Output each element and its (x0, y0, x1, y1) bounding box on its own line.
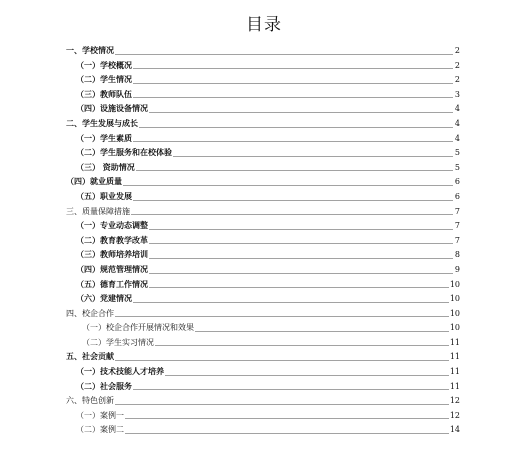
dot-leader (136, 170, 453, 171)
dot-leader (115, 316, 449, 317)
toc-entry-page-number: 12 (449, 396, 460, 406)
toc-entry-label: （一）校企合作开展情况和效果 (82, 323, 194, 333)
toc-entry[interactable] (66, 350, 460, 365)
dot-leader (133, 141, 453, 142)
dot-leader (125, 418, 449, 419)
dot-leader (133, 389, 449, 390)
toc-entry[interactable] (66, 59, 460, 74)
toc-entry-page-number: 5 (454, 148, 460, 158)
toc-entry-label: （一）案例一 (76, 410, 124, 420)
toc-entry[interactable] (66, 409, 460, 424)
toc-entry[interactable] (66, 146, 460, 161)
toc-entry-page-number: 11 (449, 352, 460, 362)
page-title: 目录 (246, 15, 282, 35)
toc-entry-label: 五、社会贡献 (66, 352, 114, 362)
toc-entry-page-number: 2 (454, 46, 460, 55)
toc-entry-label: （一）学生素质 (76, 133, 132, 143)
toc-entry-page-number: 11 (449, 337, 460, 347)
toc-entry-page-number: 10 (449, 323, 460, 333)
toc-entry-page-number: 6 (454, 177, 460, 187)
toc-entry-page-number: 3 (454, 89, 460, 99)
toc-entry-label: 一、学校情况 (66, 46, 114, 55)
toc-entry-page-number: 7 (454, 235, 460, 245)
dot-leader (115, 404, 449, 405)
toc-entry[interactable] (66, 205, 460, 220)
toc-entry[interactable] (66, 190, 460, 205)
toc-entry-label: （四）就业质量 (66, 177, 122, 187)
dot-leader (131, 214, 453, 215)
toc-entry-label: 四、校企合作 (66, 308, 114, 318)
toc-entry-label: （二）学生实习情况 (82, 337, 154, 347)
toc-entry[interactable] (66, 365, 460, 380)
dot-leader (133, 97, 453, 98)
toc-entry[interactable] (66, 394, 460, 409)
toc-entry-page-number: 7 (454, 221, 460, 231)
toc-entry[interactable] (66, 117, 460, 132)
dot-leader (149, 112, 453, 113)
toc-entry-label: （二）学生情况 (76, 75, 132, 85)
toc-entry[interactable] (66, 161, 460, 176)
toc-entry-label: （四）规范管理情况 (76, 264, 148, 274)
toc-entry[interactable] (66, 380, 460, 395)
dot-leader (133, 200, 453, 201)
toc-entry-label: （二）学生服务和在校体验 (76, 148, 172, 158)
toc-entry[interactable] (66, 263, 460, 278)
toc-entry-page-number: 2 (454, 60, 460, 70)
toc-entry-page-number: 9 (454, 264, 460, 274)
table-of-contents (66, 44, 460, 438)
toc-entry-label: （五）德育工作情况 (76, 279, 148, 289)
toc-entry-page-number: 14 (449, 425, 460, 435)
toc-entry-page-number: 5 (454, 162, 460, 172)
toc-entry-page-number: 7 (454, 206, 460, 216)
toc-entry-label: （四）设施设备情况 (76, 104, 148, 114)
toc-entry[interactable] (66, 278, 460, 293)
toc-entry-page-number: 6 (454, 191, 460, 201)
toc-entry[interactable] (66, 292, 460, 307)
toc-entry-label: （六）党建情况 (76, 294, 132, 304)
dot-leader (149, 287, 449, 288)
toc-entry[interactable] (66, 73, 460, 88)
toc-entry[interactable] (66, 88, 460, 103)
toc-entry[interactable] (66, 336, 460, 351)
toc-entry-label: （二）案例二 (76, 425, 124, 435)
dot-leader (149, 273, 453, 274)
dot-leader (155, 345, 449, 346)
toc-entry-label: （一）学校概况 (76, 60, 132, 70)
toc-entry[interactable] (66, 423, 460, 438)
toc-entry-page-number: 4 (454, 118, 460, 128)
toc-entry-page-number: 10 (449, 279, 460, 289)
toc-entry[interactable] (66, 102, 460, 117)
dot-leader (149, 243, 453, 244)
toc-entry-label: （一）技术技能人才培养 (76, 367, 164, 377)
toc-entry-page-number: 10 (449, 308, 460, 318)
toc-entry-page-number: 11 (449, 381, 460, 391)
toc-entry-label: （五）职业发展 (76, 191, 132, 201)
toc-entry-page-number: 4 (454, 104, 460, 114)
toc-entry[interactable] (66, 44, 460, 59)
toc-entry-label: （三） 资助情况 (76, 162, 135, 172)
dot-leader (115, 360, 449, 361)
toc-entry-page-number: 10 (449, 294, 460, 304)
toc-entry-label: （三）教师队伍 (76, 89, 132, 99)
toc-entry[interactable] (66, 132, 460, 147)
toc-entry-label: （三）教师培养培训 (76, 250, 148, 260)
toc-entry-label: 二、学生发展与成长 (66, 118, 138, 128)
toc-entry-page-number: 12 (449, 410, 460, 420)
toc-entry-label: （二）教育教学改革 (76, 235, 148, 245)
dot-leader (115, 54, 453, 55)
toc-entry[interactable] (66, 175, 460, 190)
toc-entry-label: （二）社会服务 (76, 381, 132, 391)
dot-leader (133, 302, 449, 303)
dot-leader (139, 127, 453, 128)
toc-entry-page-number: 11 (449, 367, 460, 377)
toc-entry-page-number: 8 (454, 250, 460, 260)
dot-leader (133, 68, 453, 69)
dot-leader (173, 156, 453, 157)
toc-entry-page-number: 4 (454, 133, 460, 143)
toc-entry[interactable] (66, 234, 460, 249)
dot-leader (165, 375, 449, 376)
toc-entry[interactable] (66, 248, 460, 263)
dot-leader (149, 258, 453, 259)
toc-entry[interactable] (66, 219, 460, 234)
dot-leader (149, 229, 453, 230)
dot-leader (133, 83, 453, 84)
toc-entry[interactable] (66, 307, 460, 322)
toc-entry-label: 六、特色创新 (66, 396, 114, 406)
dot-leader (123, 185, 453, 186)
toc-entry[interactable] (66, 321, 460, 336)
toc-entry-page-number: 2 (454, 75, 460, 85)
dot-leader (125, 433, 449, 434)
dot-leader (195, 331, 449, 332)
toc-entry-label: （一）专业动态调整 (76, 221, 148, 231)
toc-entry-label: 三、质量保障措施 (66, 206, 130, 216)
